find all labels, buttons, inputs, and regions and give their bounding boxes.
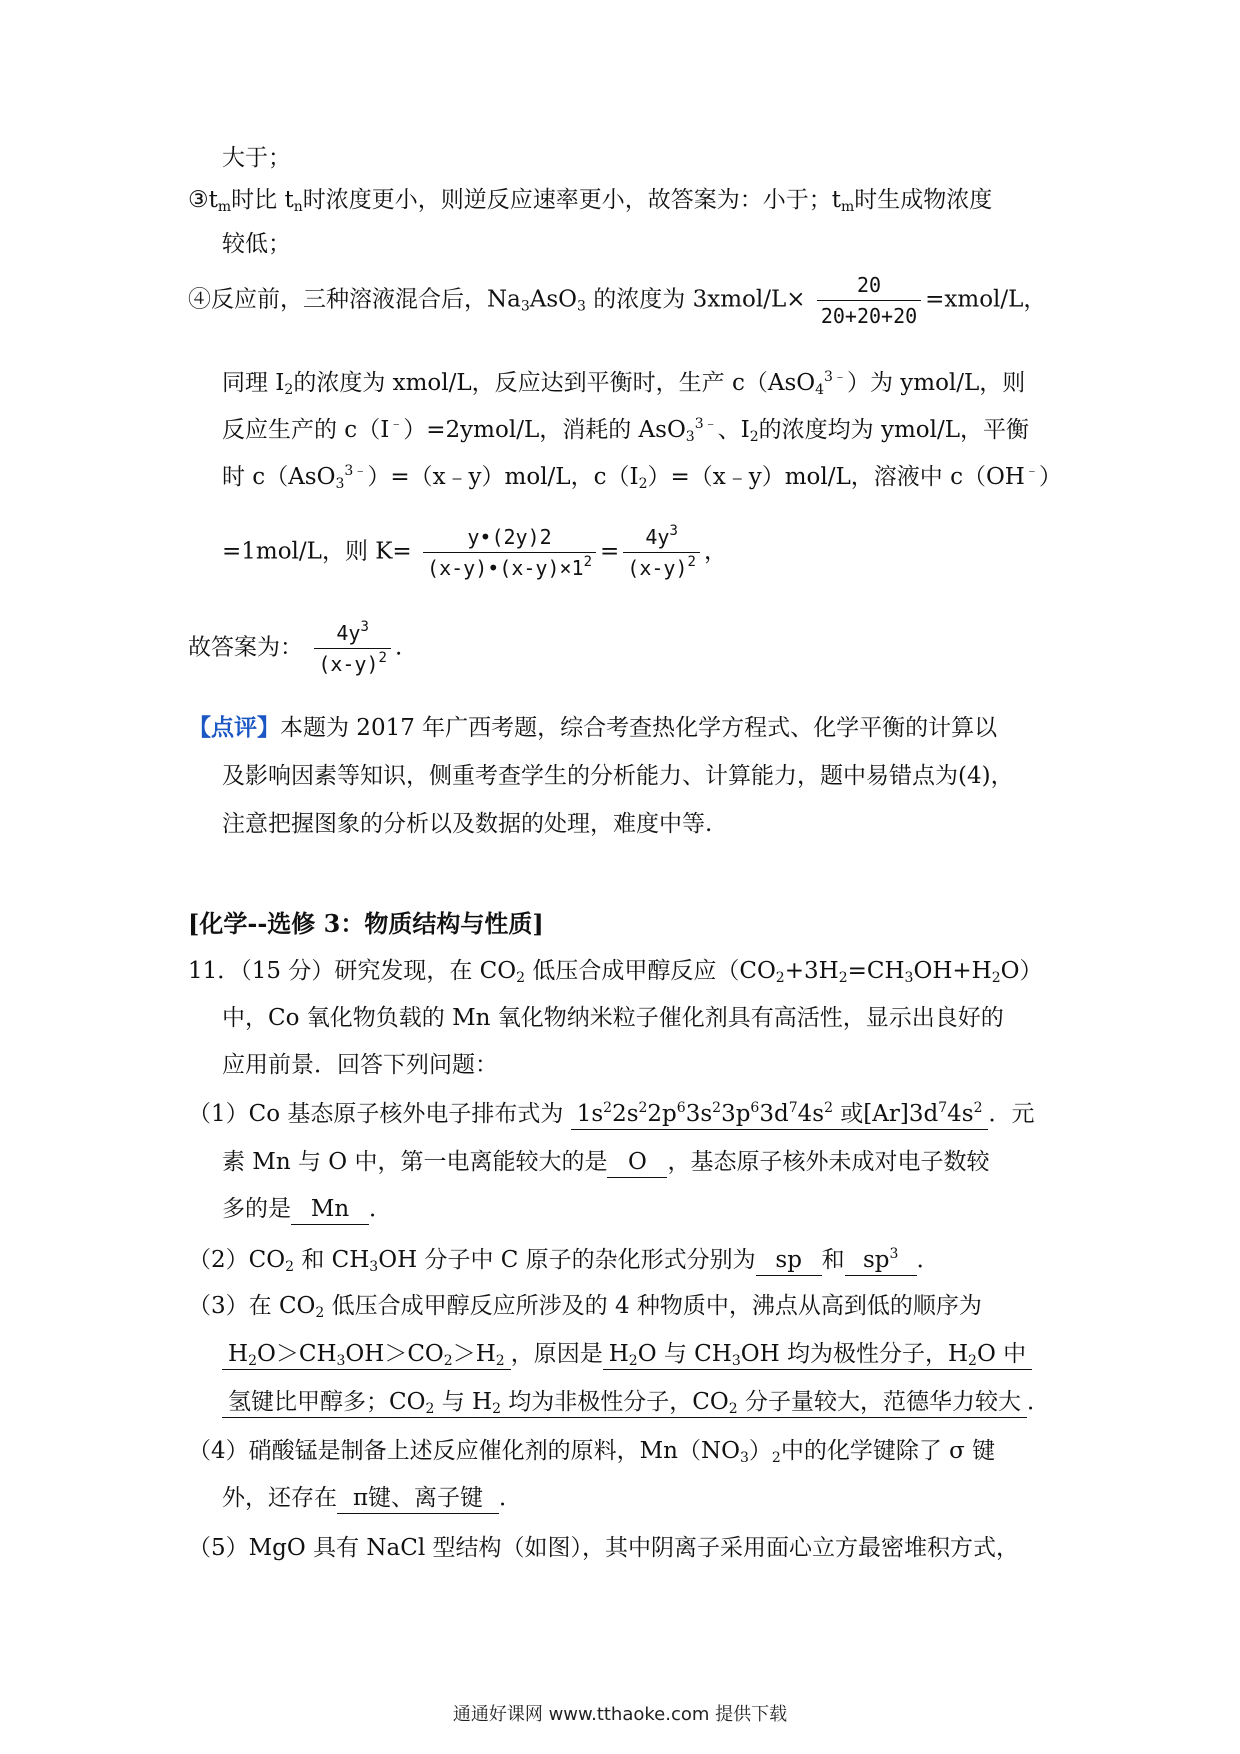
text-line bbox=[222, 461, 1062, 493]
text: ． bbox=[916, 1247, 940, 1273]
section-title bbox=[188, 908, 544, 940]
text: OH+H bbox=[913, 958, 992, 984]
subscript: 3 bbox=[904, 970, 914, 986]
den-text: (x-y) bbox=[318, 652, 379, 676]
text: AsO bbox=[529, 286, 578, 313]
text: 反应生产的 c（I bbox=[222, 417, 390, 443]
text: （4）硝酸锰是制备上述反应催化剂的原料，Mn（NO bbox=[188, 1438, 740, 1464]
text: =1mol/L，则 K= bbox=[222, 538, 412, 565]
review-line bbox=[188, 712, 997, 744]
superscript: 2 bbox=[378, 650, 387, 666]
text: OH 分子中 C 原子的杂化形式分别为 bbox=[378, 1247, 756, 1273]
text: ④反应前，三种溶液混合后，Na bbox=[188, 286, 521, 313]
text: 和 CH bbox=[294, 1247, 370, 1273]
text: ， bbox=[703, 538, 727, 565]
text: . bbox=[394, 634, 403, 661]
superscript: 2 bbox=[687, 554, 696, 570]
subscript: m bbox=[217, 199, 232, 215]
numerator bbox=[314, 618, 391, 649]
fraction bbox=[314, 618, 391, 679]
subscript: 3 bbox=[335, 476, 345, 492]
numerator bbox=[623, 522, 700, 553]
superscript: 3﹣ bbox=[694, 416, 718, 432]
text-line bbox=[222, 228, 291, 260]
subscript: 3 bbox=[369, 1259, 379, 1275]
subscript: 4 bbox=[815, 382, 825, 398]
text: （3）在 CO bbox=[188, 1293, 316, 1319]
text: 时比 t bbox=[231, 187, 294, 213]
text-line bbox=[222, 414, 1029, 446]
page-footer bbox=[0, 1700, 1240, 1726]
subscript: m bbox=[841, 199, 855, 215]
text: ． bbox=[369, 1196, 392, 1222]
answer-blank: 氢键比甲醇多；$CO_2$ 与 $H_2$ 均为非极性分子，$CO_2$ 分子量较大，范德华力较大 bbox=[222, 1387, 1027, 1418]
answer-blank: $H_2O$ 与 $CH_3OH$ 均为极性分子，$H_2O$ 中 bbox=[603, 1339, 1032, 1370]
text-line bbox=[188, 184, 992, 216]
subscript: 2 bbox=[285, 1259, 295, 1275]
text: 低压合成甲醇反应（CO bbox=[525, 958, 776, 984]
subscript: 2 bbox=[771, 1450, 781, 1466]
question-line bbox=[188, 1290, 982, 1322]
den-text: (x-y)•(x-y)×1 bbox=[427, 556, 584, 580]
text: ． bbox=[1027, 1389, 1050, 1415]
text: ）=2ymol/L，消耗的 AsO bbox=[403, 417, 686, 443]
text: ，原因是 bbox=[510, 1341, 603, 1367]
text: 11．（15 分）研究发现，在 CO bbox=[188, 958, 517, 984]
superscript: 3 bbox=[669, 523, 678, 539]
numerator: 20 bbox=[817, 270, 921, 301]
subscript: 2 bbox=[749, 429, 759, 445]
answer-blank: O bbox=[607, 1147, 667, 1178]
footer-text: 通通好课网 www.tthaoke.com 提供下载 bbox=[452, 1704, 788, 1725]
answer-blank: sp bbox=[756, 1245, 822, 1276]
fraction bbox=[817, 270, 921, 331]
text: 时生成物浓度 bbox=[854, 187, 993, 213]
text: 大于； bbox=[222, 145, 291, 171]
review-line bbox=[222, 808, 712, 840]
text: 故答案为： bbox=[188, 634, 303, 661]
subscript: 2 bbox=[284, 382, 294, 398]
question-line bbox=[188, 1098, 1034, 1130]
question-line bbox=[222, 1002, 1004, 1034]
num-text: 4y bbox=[336, 621, 361, 645]
answer-blank: $sp^3$ bbox=[845, 1245, 917, 1276]
text: ）为 ymol/L，则 bbox=[846, 370, 1026, 396]
text: （1）Co 基态原子核外电子排布式为 bbox=[188, 1101, 564, 1127]
fraction bbox=[423, 522, 596, 583]
text: （2）CO bbox=[188, 1247, 286, 1273]
superscript: 3﹣ bbox=[344, 463, 368, 479]
text: 时浓度更小，则逆反应速率更小，故答案为：小于；t bbox=[302, 187, 841, 213]
answer-blank: $H_2O>CH_3OH>CO_2>H_2$ bbox=[222, 1339, 511, 1370]
text: [化学--选修 3：物质结构与性质] bbox=[188, 909, 544, 938]
text: 的浓度均为 ymol/L，平衡 bbox=[758, 417, 1029, 443]
text: 注意把握图象的分析以及数据的处理，难度中等. bbox=[222, 811, 713, 837]
num-text: 4y bbox=[645, 525, 670, 549]
fraction bbox=[623, 522, 700, 583]
text: 应用前景．回答下列问题： bbox=[222, 1052, 498, 1078]
superscript: 3 bbox=[360, 619, 369, 635]
answer-blank: $1s^22s^22p^63s^23p^63d^74s^2$ 或$[Ar]3d^74s^2$ bbox=[571, 1099, 989, 1130]
text: =xmol/L， bbox=[925, 286, 1047, 313]
text: 时 c（AsO bbox=[222, 464, 336, 490]
text: = bbox=[600, 538, 620, 565]
review-tag: 【点评】 bbox=[188, 714, 280, 741]
subscript: 2 bbox=[838, 970, 848, 986]
text: ． bbox=[499, 1485, 522, 1511]
text: 多的是 bbox=[222, 1196, 291, 1222]
text: （5）MgO 具有 NaCl 型结构（如图），其中阴离子采用面心立方最密堆积方式， bbox=[188, 1535, 1019, 1561]
subscript: 2 bbox=[516, 970, 526, 986]
subscript: 3 bbox=[739, 1450, 749, 1466]
text: 素 Mn 与 O 中，第一电离能较大的是 bbox=[222, 1149, 608, 1175]
question-line bbox=[222, 1049, 498, 1081]
superscript: 3﹣ bbox=[824, 369, 847, 385]
den-text: (x-y) bbox=[627, 556, 688, 580]
question-line bbox=[222, 1386, 1050, 1418]
text-line bbox=[188, 618, 402, 679]
question-line bbox=[188, 1532, 1019, 1564]
text: ）=（x﹣y）mol/L，c（I bbox=[367, 464, 639, 490]
denominator bbox=[423, 553, 596, 583]
text: 外，还存在 bbox=[222, 1485, 337, 1511]
text: 同理 I bbox=[222, 370, 285, 396]
subscript: 2 bbox=[991, 970, 1001, 986]
answer-blank: Mn bbox=[291, 1194, 369, 1225]
text: =CH bbox=[847, 958, 905, 984]
question-line bbox=[222, 1482, 522, 1514]
question-line bbox=[222, 1146, 989, 1178]
subscript: 2 bbox=[315, 1305, 325, 1321]
text: ）=（x﹣y）mol/L，溶液中 c（OH bbox=[647, 464, 1025, 490]
numerator: y•(2y)2 bbox=[423, 522, 596, 553]
superscript: ﹣ bbox=[389, 416, 404, 432]
question-line bbox=[188, 1435, 995, 1467]
superscript: ﹣ bbox=[1024, 463, 1039, 479]
text: 的浓度为 xmol/L，反应达到平衡时，生产 c（AsO bbox=[293, 370, 816, 396]
text-line bbox=[188, 270, 1046, 331]
text-line bbox=[222, 142, 291, 174]
subscript: 3 bbox=[520, 298, 530, 315]
denominator bbox=[623, 553, 700, 583]
subscript: n bbox=[293, 199, 303, 215]
denominator bbox=[314, 649, 391, 679]
question-line bbox=[188, 1244, 940, 1276]
text: ．元 bbox=[988, 1101, 1035, 1127]
text: ③t bbox=[188, 187, 218, 213]
subscript: 3 bbox=[685, 429, 695, 445]
text: O） bbox=[1000, 958, 1043, 984]
subscript: 2 bbox=[638, 476, 648, 492]
text: ，基态原子核外未成对电子数较 bbox=[667, 1149, 990, 1175]
text: 和 bbox=[821, 1247, 845, 1273]
review-line bbox=[222, 760, 1014, 792]
text-line bbox=[222, 367, 1025, 399]
text: 中的化学键除了 σ 键 bbox=[780, 1438, 996, 1464]
text: 、I bbox=[717, 417, 750, 443]
text: 低压合成甲醇反应所涉及的 4 种物质中，沸点从高到低的顺序为 bbox=[324, 1293, 982, 1319]
denominator: 20+20+20 bbox=[820, 304, 918, 328]
text: 本题为 2017 年广西考题，综合考查热化学方程式、化学平衡的计算以 bbox=[280, 715, 998, 741]
text: 较低； bbox=[222, 231, 291, 257]
text-line bbox=[222, 522, 727, 583]
text: 的浓度为 3xmol/L× bbox=[585, 286, 806, 313]
question-line bbox=[222, 1338, 1032, 1370]
text: ） bbox=[748, 1438, 772, 1464]
subscript: 3 bbox=[577, 298, 586, 315]
question-line bbox=[222, 1193, 392, 1225]
superscript: 2 bbox=[583, 554, 593, 570]
text: 中，Co 氧化物负载的 Mn 氧化物纳米粒子催化剂具有高活性，显示出良好的 bbox=[222, 1005, 1004, 1031]
text: ） bbox=[1038, 464, 1062, 490]
subscript: 2 bbox=[775, 970, 785, 986]
question-line bbox=[188, 955, 1043, 987]
text: 及影响因素等知识，侧重考查学生的分析能力、计算能力，题中易错点为(4)， bbox=[222, 763, 1014, 789]
answer-blank: π键、离子键 bbox=[337, 1483, 499, 1514]
text: +3H bbox=[784, 958, 839, 984]
